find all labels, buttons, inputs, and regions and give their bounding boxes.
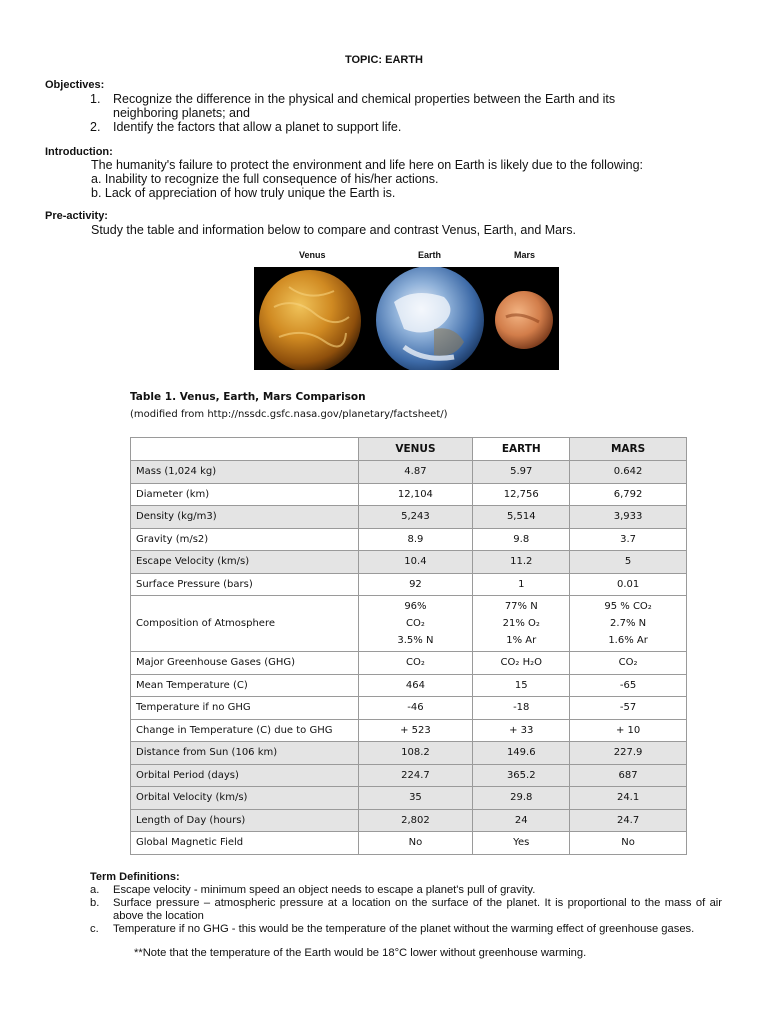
cell-earth: 11.2 [473, 551, 570, 574]
cell-earth: 29.8 [473, 787, 570, 810]
cell-mars: 3,933 [570, 506, 687, 529]
planet-label-venus: Venus [299, 250, 326, 260]
cell-venus: No [358, 832, 473, 855]
objectives-list [90, 92, 680, 134]
row-label: Density (kg/m3) [131, 506, 359, 529]
cell-earth: 5,514 [473, 506, 570, 529]
introduction-lead: The humanity's failure to protect the environment and life here on Earth is likely due to the following: [91, 158, 643, 172]
cell-venus: 464 [358, 674, 473, 697]
table-row [131, 461, 687, 484]
table-row [131, 551, 687, 574]
cell-venus: 35 [358, 787, 473, 810]
table-row [131, 787, 687, 810]
table-row [131, 506, 687, 529]
cell-mars: 3.7 [570, 528, 687, 551]
table-row [131, 483, 687, 506]
cell-earth: CO₂ H₂O [473, 652, 570, 675]
preactivity-heading: Pre-activity: [45, 210, 108, 222]
planet-label-earth: Earth [418, 250, 442, 260]
cell-mars: 24.1 [570, 787, 687, 810]
cell-venus: 96% CO₂ 3.5% N [358, 596, 473, 652]
column-header-venus: VENUS [358, 438, 473, 461]
table-row [131, 832, 687, 855]
cell-mars: 6,792 [570, 483, 687, 506]
table-row [131, 719, 687, 742]
row-label: Diameter (km) [131, 483, 359, 506]
cell-venus: 12,104 [358, 483, 473, 506]
table-row-atmosphere [131, 596, 687, 652]
cell-earth: 149.6 [473, 742, 570, 765]
cell-venus: 108.2 [358, 742, 473, 765]
terms-list [90, 884, 722, 936]
cell-venus: 2,802 [358, 809, 473, 832]
row-label: Length of Day (hours) [131, 809, 359, 832]
term-text: Temperature if no GHG - this would be the temperature of the planet without the warming effect of greenhouse gases. [113, 923, 695, 935]
cell-earth: + 33 [473, 719, 570, 742]
cell-earth: Yes [473, 832, 570, 855]
column-header-mars: MARS [570, 438, 687, 461]
table-row [131, 674, 687, 697]
planets-image [254, 267, 559, 370]
cell-earth: 77% N 21% O₂ 1% Ar [473, 596, 570, 652]
table-row [131, 742, 687, 765]
cell-mars: No [570, 832, 687, 855]
cell-mars: 24.7 [570, 809, 687, 832]
page-title: TOPIC: EARTH [344, 54, 424, 66]
objective-text: Recognize the difference in the physical and chemical properties between the Earth and its neighboring planets; and [113, 92, 616, 120]
column-header-earth: EARTH [473, 438, 570, 461]
planet-labels [254, 250, 560, 264]
cell-mars: 5 [570, 551, 687, 574]
cell-venus: + 523 [358, 719, 473, 742]
objectives-heading: Objectives: [45, 79, 105, 91]
cell-mars: + 10 [570, 719, 687, 742]
table-header-row [131, 438, 687, 461]
cell-mars: 95 % CO₂ 2.7% N 1.6% Ar [570, 596, 687, 652]
term-item: c. Temperature if no GHG - this would be the temperature of the planet without the warming effect of greenhouse gases. [90, 923, 695, 935]
table-row [131, 528, 687, 551]
cell-earth: -18 [473, 697, 570, 720]
row-label: Global Magnetic Field [131, 832, 359, 855]
objective-text: Identify the factors that allow a planet to support life. [113, 120, 402, 134]
cell-mars: 0.01 [570, 573, 687, 596]
objective-item: 1. Recognize the difference in the physical and chemical properties between the Earth and its neighboring planets; and [90, 92, 616, 120]
comparison-table [130, 437, 687, 855]
introduction-item-b: b. Lack of appreciation of how truly unique the Earth is. [91, 186, 396, 200]
row-label: Major Greenhouse Gases (GHG) [131, 652, 359, 675]
terms-heading: Term Definitions: [90, 871, 180, 883]
table-row [131, 652, 687, 675]
term-text: Surface pressure – atmospheric pressure at a location on the surface of the planet. It is proportional to the mass of air above the location [113, 897, 722, 922]
cell-earth: 12,756 [473, 483, 570, 506]
cell-mars: 227.9 [570, 742, 687, 765]
introduction-heading: Introduction: [45, 146, 113, 158]
planet-photo-strip [254, 267, 559, 370]
cell-venus: 5,243 [358, 506, 473, 529]
row-label: Orbital Period (days) [131, 764, 359, 787]
table-row [131, 809, 687, 832]
row-label: Gravity (m/s2) [131, 528, 359, 551]
row-label: Change in Temperature (C) due to GHG [131, 719, 359, 742]
cell-earth: 365.2 [473, 764, 570, 787]
cell-venus: 92 [358, 573, 473, 596]
cell-venus: 10.4 [358, 551, 473, 574]
cell-mars: CO₂ [570, 652, 687, 675]
cell-mars: -57 [570, 697, 687, 720]
cell-earth: 15 [473, 674, 570, 697]
mars-image [495, 291, 553, 349]
row-label: Surface Pressure (bars) [131, 573, 359, 596]
row-label: Orbital Velocity (km/s) [131, 787, 359, 810]
cell-earth: 5.97 [473, 461, 570, 484]
preactivity-text: Study the table and information below to compare and contrast Venus, Earth, and Mars. [91, 223, 577, 237]
cell-mars: 687 [570, 764, 687, 787]
terms-note: **Note that the temperature of the Earth would be 18°C lower without greenhouse warming. [134, 947, 587, 959]
row-label: Escape Velocity (km/s) [131, 551, 359, 574]
planet-label-mars: Mars [514, 250, 536, 260]
row-label: Composition of Atmosphere [131, 596, 359, 652]
row-label: Temperature if no GHG [131, 697, 359, 720]
table-row [131, 697, 687, 720]
cell-earth: 9.8 [473, 528, 570, 551]
table-header-blank [131, 438, 359, 461]
table-row [131, 764, 687, 787]
term-item: a. Escape velocity - minimum speed an object needs to escape a planet's pull of gravity. [90, 884, 536, 896]
row-label: Mean Temperature (C) [131, 674, 359, 697]
row-label: Mass (1,024 kg) [131, 461, 359, 484]
term-item: b. Surface pressure – atmospheric pressure at a location on the surface of the planet. It is proportional to the mass of air above the location [90, 897, 722, 922]
cell-venus: 8.9 [358, 528, 473, 551]
term-text: Escape velocity - minimum speed an object needs to escape a planet's pull of gravity. [113, 884, 536, 896]
table-row [131, 573, 687, 596]
row-label: Distance from Sun (106 km) [131, 742, 359, 765]
cell-earth: 1 [473, 573, 570, 596]
objective-item: 2. Identify the factors that allow a planet to support life. [90, 120, 402, 134]
introduction-item-a: a. Inability to recognize the full consequence of his/her actions. [91, 172, 439, 186]
cell-venus: -46 [358, 697, 473, 720]
cell-venus: 224.7 [358, 764, 473, 787]
cell-mars: 0.642 [570, 461, 687, 484]
cell-earth: 24 [473, 809, 570, 832]
table-source: (modified from http://nssdc.gsfc.nasa.gov/planetary/factsheet/) [130, 409, 448, 420]
cell-venus: CO₂ [358, 652, 473, 675]
cell-mars: -65 [570, 674, 687, 697]
cell-venus: 4.87 [358, 461, 473, 484]
table-caption: Table 1. Venus, Earth, Mars Comparison [130, 391, 366, 403]
